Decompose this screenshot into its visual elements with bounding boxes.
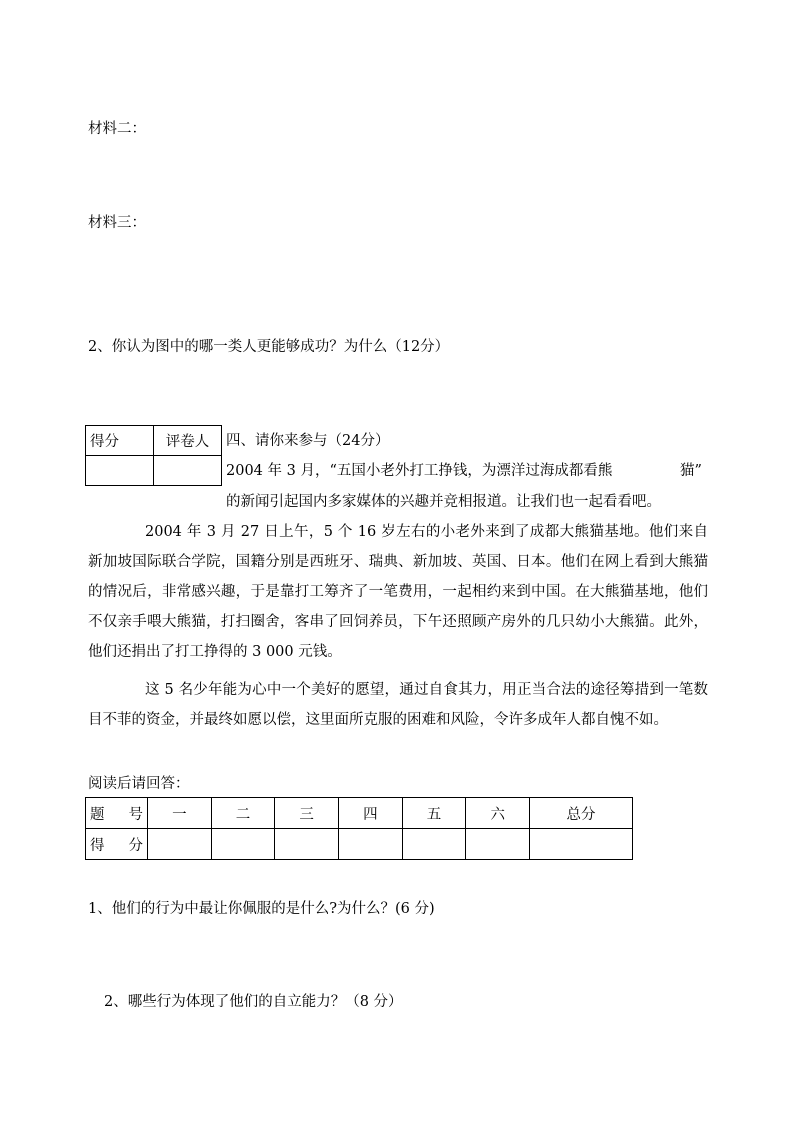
story-paragraph-2: 这 5 名少年能为心中一个美好的愿望，通过自食其力，用正当合法的途径筹措到一笔数目不菲的资金，并最终如愿以偿，这里面所克服的困难和风险，令许多成年人都自愧不如。 — [88, 682, 708, 728]
header-4: 四 — [339, 798, 403, 829]
question-2: 2、哪些行为体现了他们的自立能力？（8 分） — [104, 994, 403, 1010]
score-cell-2[interactable] — [211, 829, 275, 860]
header-3: 三 — [275, 798, 339, 829]
header-5: 五 — [402, 798, 466, 829]
intro-line-1: 2004 年 3 月，“五国小老外打工挣钱，为漂洋过海成都看熊 — [226, 463, 613, 479]
grader-box — [85, 425, 222, 486]
score-cell-total[interactable] — [530, 829, 633, 860]
header-2: 二 — [211, 798, 275, 829]
header-6: 六 — [466, 798, 530, 829]
intro-line-2: 的新闻引起国内多家媒体的兴趣并竞相报道。让我们也一起看看吧。 — [226, 494, 661, 510]
score-table — [85, 797, 633, 860]
score-cell-3[interactable] — [275, 829, 339, 860]
grader-cell[interactable] — [154, 456, 222, 486]
question-number-label: 题 号 — [86, 798, 148, 829]
score-label: 得分 — [86, 426, 154, 456]
section-4-heading: 四、请你来参与（24分） — [226, 433, 390, 449]
score-row-label: 得 分 — [86, 829, 148, 860]
score-cell-4[interactable] — [339, 829, 403, 860]
read-prompt: 阅读后请回答： — [88, 776, 190, 792]
header-1: 一 — [148, 798, 212, 829]
score-cell-5[interactable] — [402, 829, 466, 860]
score-cell[interactable] — [86, 456, 154, 486]
intro-line-1-end: 猫” — [680, 463, 702, 479]
score-cell-1[interactable] — [148, 829, 212, 860]
material-2-label: 材料二： — [88, 121, 146, 137]
material-3-label: 材料三： — [88, 215, 146, 231]
score-cell-6[interactable] — [466, 829, 530, 860]
question-2-prompt: 2、你认为图中的哪一类人更能够成功？为什么（12分） — [88, 339, 450, 355]
grader-label: 评卷人 — [154, 426, 222, 456]
story-paragraph-1: 2004 年 3 月 27 日上午，5 个 16 岁左右的小老外来到了成都大熊猫基地。他们来自新加坡国际联合学院，国籍分别是西班牙、瑞典、新加坡、英国、日本。他们在网上看到大熊猫的情况后，非常感兴趣，于是靠打工筹齐了一笔费用，一起相约来到中国。在大熊猫基地，他们不仅亲手喂大熊猫，打扫圈舍，客串了回饲养员，下午还照顾产房外的几只幼小大熊猫。此外，他们还捐出了打工挣得的 3 000 元钱。 — [88, 524, 708, 660]
question-1: 1、他们的行为中最让你佩服的是什么?为什么？(6 分) — [88, 901, 435, 917]
header-total: 总分 — [530, 798, 633, 829]
